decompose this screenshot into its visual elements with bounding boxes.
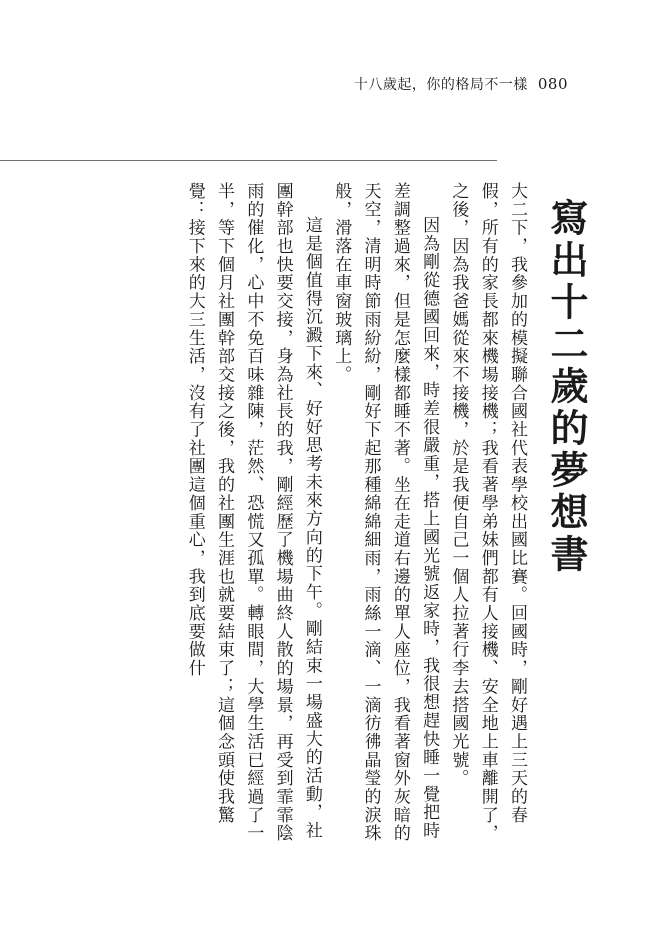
running-title: 十八歲起，你的格局不一樣: [353, 77, 528, 93]
header-divider: [0, 160, 497, 161]
paragraph: 這是個值得沉澱下來、好好思考未來方向的下午。剛結束一場盛大的活動，社團幹部也快要交接，身為社長的我，剛經歷了機場曲終人散的場景，再受到霏霏陰雨的催化，心中不免百味雜陳，茫然、恐慌又孤單。轉眼間，大學生活已經過了一半，等下個月社團幹部交接之後，我的社團生涯也就要結束了；這個念頭使我驚覺：接下來的大三生活，沒有了社團這個重心，我到底要做什: [184, 182, 322, 843]
paragraph: 因為剛從德國回來，時差很嚴重，搭上國光號返家時，我很想趕快睡一覺把時差調整過來，但是怎麼樣都睡不著。坐在走道右邊的單人座位，我看著窗外灰暗的天空，清明時節雨紛紛，剛好下起那種綿綿細雨，雨絲一滴、一滴彷彿晶瑩的淚珠般，滑落在車窗玻璃上。: [331, 182, 440, 843]
body-text: [179, 182, 531, 844]
paragraph: 大二下，我參加的模擬聯合國社代表學校出國比賽。回國時，剛好遇上三天的春假，所有的家長都來機場接機；我看著學弟妹們都有人接機、安全地上車離開了，之後，因為我爸媽從來不接機，於是我便自己一個人拉著行李去搭國光號。: [448, 182, 527, 843]
chapter-title: 寫出十二歲的夢想書: [544, 198, 589, 576]
page-number: 080: [537, 75, 568, 93]
running-header: [354, 74, 568, 94]
